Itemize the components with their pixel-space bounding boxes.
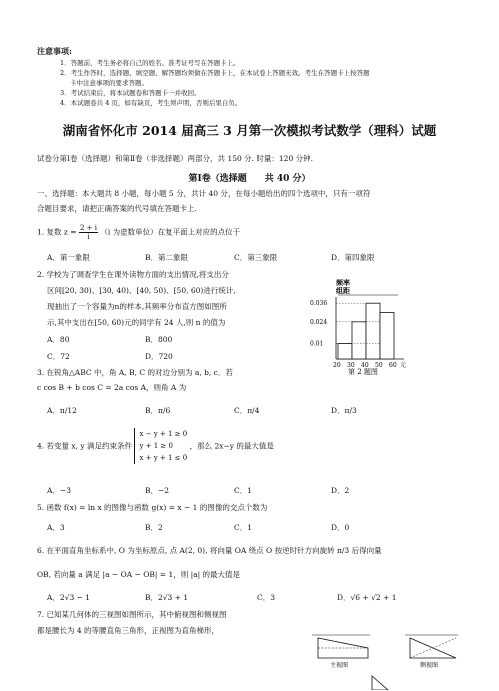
- side-view-figure: [405, 635, 458, 669]
- chart-y-tick-label: 0.036: [310, 300, 328, 308]
- q2-option-b: B．800: [145, 335, 173, 344]
- q2-stem: [37, 268, 307, 329]
- q4-constraint: x − y + 1 ≥ 0: [139, 430, 188, 438]
- chart-x-tick-label: 30: [347, 362, 355, 369]
- q3-line-2: c cos B + b cos C = 2a cos A，则角 A 为: [37, 383, 187, 392]
- q4-constraint: y + 1 ≥ 0: [139, 442, 173, 450]
- q2-line: 示,其中支出在[50, 60)元的同学有 24 人,则 n 的值为: [47, 318, 226, 327]
- side-view-label: 侧视图: [420, 662, 439, 669]
- q5-option-a: A．3: [47, 523, 65, 532]
- chart-x-unit: 元: [400, 362, 407, 369]
- q1-suffix: （i 为虚数单位）在复平面上对应的点位于: [100, 227, 241, 237]
- chart-y-tick-label: 0.01: [310, 340, 324, 348]
- chart-x-tick-label: 20: [333, 362, 341, 369]
- chart-caption: 第 2 题图: [348, 368, 378, 376]
- q7-line-2: 都是腰长为 4 的等腰直角三角形，正视图为直角梯形，: [37, 626, 220, 635]
- q2-line: 区间[20, 30)、[30, 40)、[40, 50)、[50, 60)进行统计,: [47, 286, 236, 295]
- q5-stem: 5. 函数 f(x) = ln x 的图像与函数 g(x) = x − 1 的图像的交点个数为: [37, 503, 268, 512]
- q7-three-view-figure: [310, 632, 460, 690]
- q4-option-a: A．−3: [47, 486, 71, 495]
- q6-option-b: B．2√3 + 1: [145, 593, 189, 602]
- top-view-figure: [372, 676, 388, 690]
- q1-numerator: 2 + i: [79, 224, 97, 232]
- notice-item: 3．考试结束后，将本试题卷和答题卡一并收回。: [60, 89, 201, 97]
- chart-y-tick-label: 0.024: [310, 318, 328, 326]
- q2-option-a: A．80: [47, 335, 70, 344]
- q6-option-d: D．√6 + √2 + 1: [337, 593, 397, 602]
- q2-line: 现抽出了一个容量为n的样本,其频率分布直方图如图所: [47, 302, 227, 311]
- q4-constraints: [134, 428, 187, 464]
- chart-x-tick-label: 50: [375, 362, 383, 369]
- notice-item: 卡中注意事项的要求答题。: [70, 79, 148, 87]
- q1-fraction: [79, 224, 98, 241]
- q6-option-a: A．2√3 − 1: [47, 593, 91, 602]
- q6-option-c: C．3: [257, 593, 276, 602]
- chart-bar: [366, 303, 380, 359]
- q4-constraint: x + y + 1 ≤ 0: [139, 454, 188, 462]
- q2-option-c: C．72: [47, 352, 70, 361]
- notice-item: 1．答题前，考生务必将自己的姓名、准考证号写在答题卡上。: [60, 59, 240, 67]
- q3-option-c: C．π/4: [234, 406, 260, 415]
- chart-bar: [338, 344, 352, 360]
- section-desc-2: 合题目要求，请把正确答案的代号填在答题卡上.: [37, 204, 197, 213]
- q3-option-b: B．π/6: [145, 406, 171, 415]
- q3-line-1: 3. 在锐角△ABC 中，角 A, B, C 的对边分别为 a, b, c．若: [37, 368, 233, 377]
- q6-line-2: OB, 若向量 a 满足 |a − OA − OB| = 1，则 |a| 的最大值是: [37, 570, 241, 579]
- q5-option-b: B．2: [145, 523, 163, 532]
- q5-option-c: C．1: [234, 523, 253, 532]
- chart-ylabel-2: 组距: [336, 286, 350, 295]
- q2-histogram: [308, 277, 428, 379]
- q1-stem: [37, 224, 477, 241]
- q1-option-a: A．第一象限: [47, 253, 90, 262]
- chart-x-tick-label: 40: [361, 362, 369, 369]
- exam-intro: 试卷分第Ⅰ卷（选择题）和第Ⅱ卷（非选择题）两部分，共 150 分. 时量：120 分钟.: [37, 154, 313, 163]
- q3-option-a: A．π/12: [47, 406, 77, 415]
- q4-stem: [37, 428, 477, 464]
- chart-x-tick-label: 60: [389, 362, 397, 369]
- q7-line-1: 7. 已知某几何体的三视图如图所示，其中俯视图和侧视图: [37, 610, 227, 619]
- q2-option-d: D．720: [145, 352, 173, 361]
- section-desc-1: 一、选择题：本大题共 8 小题，每小题 5 分，共计 40 分，在每小题给出的四个选项中，只有一项符: [37, 189, 371, 198]
- front-view-figure: [312, 635, 370, 669]
- chart-bar: [352, 322, 366, 359]
- front-view-label: 主视图: [330, 662, 349, 669]
- notice-item: 2．考生作答时，选择题、填空题、解答题均须做在答题卡上，在本试卷上答题无效。考生在答题卡上按答题: [60, 69, 370, 77]
- notice-item: 4．本试题卷共 4 页，如有缺页，考生须声明，否则后果自负。: [60, 99, 242, 107]
- q6-line-1: 6. 在平面直角坐标系中, O 为坐标原点, 点 A(2, 0), 将向量 OA 绕点 O 按逆时针方向旋转 π/3 后得向量: [37, 546, 382, 555]
- q5-option-d: D．0: [331, 523, 350, 532]
- chart-plot: [310, 297, 406, 369]
- q1-option-d: D．第四象限: [331, 253, 375, 262]
- chart-bar: [380, 313, 394, 360]
- q1-option-c: C．第三象限: [234, 253, 278, 262]
- q4-suffix: ，那么 2x−y 的最大值是: [189, 441, 274, 451]
- q1-prefix: 1. 复数 z =: [37, 227, 79, 237]
- notice-title: 注意事项:: [37, 46, 72, 56]
- q4-option-b: B．−2: [145, 486, 170, 495]
- q4-prefix: 4. 若变量 x, y 满足约束条件: [37, 441, 133, 451]
- exam-title: 湖南省怀化市 2014 届高三 3 月第一次模拟考试数学（理科）试题: [62, 123, 437, 138]
- q1-denominator: i: [87, 233, 90, 241]
- q2-line: 2. 学校为了调查学生在课外读物方面的支出情况,将支出分: [37, 270, 229, 279]
- q1-option-b: B．第二象限: [145, 253, 189, 262]
- q4-option-d: D．2: [331, 486, 350, 495]
- chart-ylabel-1: 频率: [336, 278, 350, 287]
- q4-option-c: C．1: [234, 486, 253, 495]
- section-title: 第Ⅰ卷（选择题 共 40 分）: [188, 174, 311, 184]
- notice-list: [60, 58, 480, 108]
- q3-option-d: D．π/3: [331, 406, 357, 415]
